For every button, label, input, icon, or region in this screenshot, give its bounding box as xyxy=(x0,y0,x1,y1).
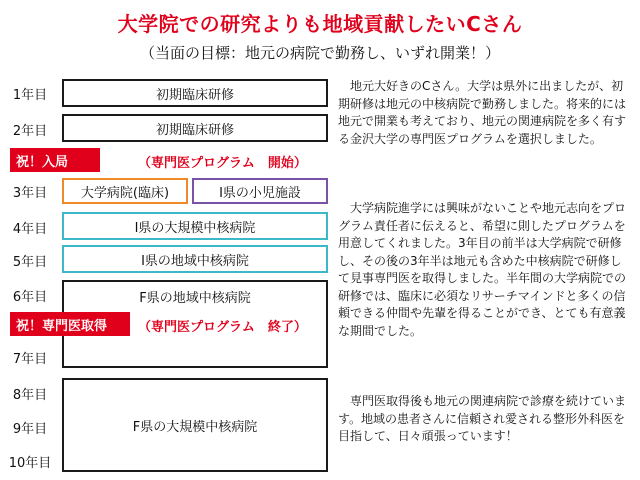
box-regional-core-hospital-f: F県の地域中核病院 xyxy=(62,280,328,368)
description-paragraph-3: 専門医取得後も地元の関連病院で診療を続けています。地域の患者さんに信頼され愛される整形外科医を目指して、日々頑張っています！ xyxy=(338,394,627,443)
page-subtitle: （当面の目標：地元の病院で勤務し、いずれ開業！） xyxy=(139,44,500,62)
box-large-core-hospital-f: F県の大規模中核病院 xyxy=(62,378,328,472)
year-label-4: 4年目 xyxy=(12,222,48,237)
year-label-3: 3年目 xyxy=(12,186,48,201)
page-title: 大学院での研究よりも地域貢献したいCさん xyxy=(117,12,523,36)
program-end-label: （専門医プログラム 終了） xyxy=(138,320,307,335)
box-initial-training-y2: 初期臨床研修 xyxy=(62,114,328,142)
box-pediatric-facility: I県の小児施設 xyxy=(192,178,328,204)
year-label-5: 5年目 xyxy=(12,255,48,270)
description-paragraph-1: 地元大好きのCさん。大学は県外に出ましたが、初期研修は地元の中核病院で勤務しました。将来的には地元で開業も考えており、地元の関連病院を多く有する金沢大学の専門医プログラムを選択しました。 xyxy=(338,79,627,146)
box-initial-training-y1: 初期臨床研修 xyxy=(62,79,328,107)
year-label-7: 7年目 xyxy=(12,352,48,367)
year-label-1: 1年目 xyxy=(12,88,48,103)
box-regional-core-hospital-i: I県の地域中核病院 xyxy=(62,245,328,273)
description-paragraph-2: 大学病院進学には興味がないことや地元志向をプログラム責任者に伝えると、希望に則したプログラムを用意してくれました。3年目の前半は大学病院で研修し、その後の3年半は地元も含めた中核病院で研修して見事専門医を取得しました。半年間の大学病院での研修では、臨床に必須なリサーチマインドと多くの信頼できる仲間や先輩を得ることができ、とても有意義な期間でした。 xyxy=(338,201,627,338)
badge-enrollment: 祝！入局 xyxy=(10,148,100,172)
box-large-core-hospital-i: I県の大規模中核病院 xyxy=(62,212,328,240)
year-label-10: 10年目 xyxy=(8,456,52,471)
badge-specialist-certified: 祝！専門医取得 xyxy=(10,312,130,336)
box-university-hospital: 大学病院(臨床) xyxy=(62,178,188,204)
year-label-8: 8年目 xyxy=(12,388,48,403)
year-label-6: 6年目 xyxy=(12,290,48,305)
year-label-2: 2年目 xyxy=(12,124,48,139)
program-start-label: （専門医プログラム 開始） xyxy=(138,156,307,171)
year-label-9: 9年目 xyxy=(12,422,48,437)
